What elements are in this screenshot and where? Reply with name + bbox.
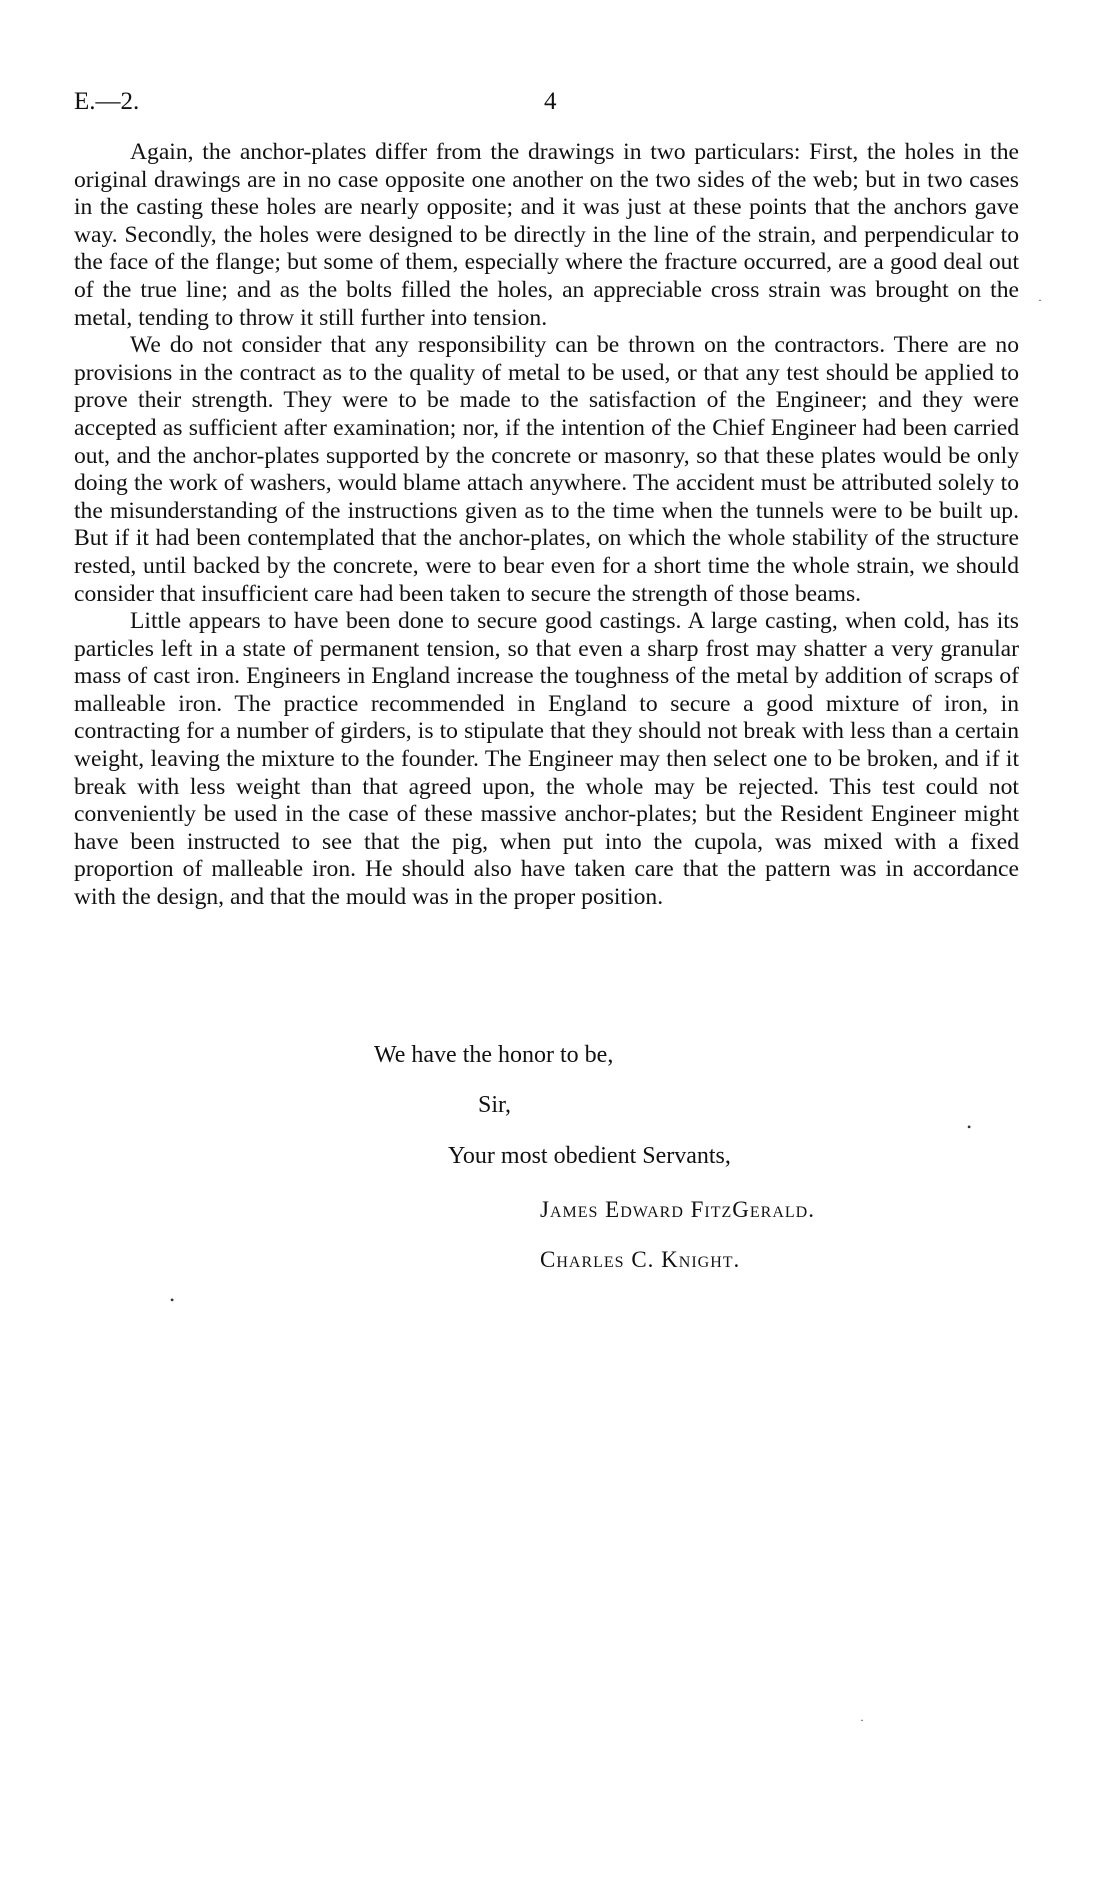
paragraph-castings: Little appears to have been done to secure good castings. A large casting, when cold, has its particles left in a state of permanent tension, so that even a sharp frost may shatter a very granular mass of cast iron. Engineers in England increase the toughness of the metal by addition of scraps of malleable iron. The practice recommended in England to secure a good mixture of iron, in contracting for a number of girders, is to stipulate that they should not break with less than a certain weight, leaving the mixture to the founder. The Engineer may then select one to be broken, and if it break with less weight than that agreed upon, the whole may be rejected. This test could not conveniently be used in the case of these massive anchor-plates; but the Resident Engineer might have been instructed to see that the pig, when put into the cupola, was mixed with a fixed proportion of malleable iron. He should also have taken care that the pattern was in accordance with the design, and that the mould was in the proper position. xyxy=(74,608,1019,911)
closing-line-servants: Your most obedient Servants, xyxy=(448,1143,731,1169)
document-reference: E.—2. xyxy=(74,88,140,115)
document-page xyxy=(74,88,1019,912)
scan-speck: • xyxy=(170,1293,175,1307)
report-body xyxy=(74,139,1019,912)
signature-knight: Charles C. Knight. xyxy=(540,1247,741,1272)
paragraph-anchor-plates: Again, the anchor-plates differ from the drawings in two particulars: First, the holes in the original drawings are in no case opposite one another on the two sides of the web; but in two cases in the casting these holes are nearly opposite; and it was just at these points that the anchors gave way. Secondly, the holes were designed to be directly in the line of the strain, and perpendicular to the face of the flange; but some of them, especially where the fracture occurred, are a good deal out of the true line; and as the bolts filled the holes, an appreciable cross strain was brought on the metal, tending to throw it still further into tension. xyxy=(74,139,1019,331)
closing-line-honor: We have the honor to be, xyxy=(374,1042,614,1068)
page-number: 4 xyxy=(544,88,557,115)
scan-speck: · xyxy=(860,1713,864,1727)
page-header xyxy=(74,88,1019,124)
scan-speck: • xyxy=(967,1120,972,1134)
paragraph-responsibility: We do not consider that any responsibility can be thrown on the contractors. There are no provisions in the contract as to the quality of metal to be used, or that any test should be applied to prove their strength. They were to be made to the satisfaction of the Engineer; and they were accepted as sufficient after examination; nor, if the intention of the Chief Engineer had been carried out, and the anchor-plates supported by the concrete or masonry, so that these plates would be only doing the work of washers, would blame attach anywhere. The accident must be attributed solely to the misunderstanding of the instructions given as to the time when the tunnels were to be built up. But if it had been contemplated that the anchor-plates, on which the whole stability of the structure rested, until backed by the concrete, were to bear even for a short time the whole strain, we should consider that insufficient care had been taken to secure the strength of those beams. xyxy=(74,332,1019,607)
scan-speck: · xyxy=(1038,293,1042,307)
signature-fitzgerald: James Edward FitzGerald. xyxy=(540,1197,815,1222)
closing-line-salutation: Sir, xyxy=(478,1092,512,1118)
